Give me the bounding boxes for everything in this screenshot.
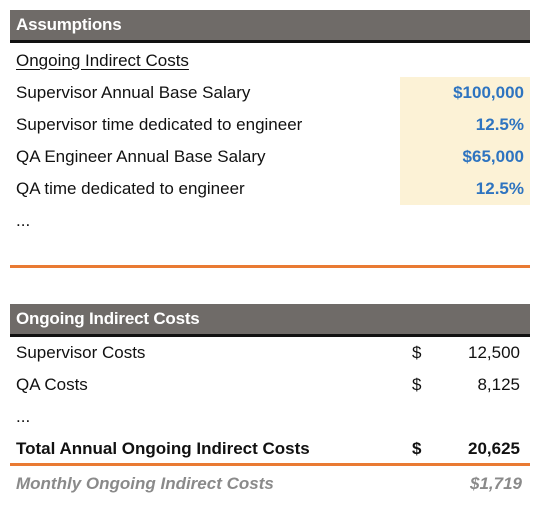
assumption-label: Supervisor time dedicated to engineer — [16, 115, 303, 134]
qa-cost-value[interactable]: 8,125 — [477, 375, 520, 394]
supervisor-salary-input[interactable]: $100,000 — [400, 77, 530, 109]
qa-salary-input[interactable]: $65,000 — [400, 141, 530, 173]
cost-label: QA Costs — [16, 375, 88, 394]
assumptions-ellipsis: ... — [16, 211, 31, 230]
assumptions-subheading-row — [10, 45, 530, 77]
assumption-row-supervisor-salary — [10, 77, 530, 109]
assumption-row-supervisor-time — [10, 109, 530, 141]
assumption-label: Supervisor Annual Base Salary — [16, 83, 251, 102]
assumptions-subheading: Ongoing Indirect Costs — [16, 51, 189, 70]
assumption-row-qa-salary — [10, 141, 530, 173]
assumption-label: QA time dedicated to engineer — [16, 179, 245, 198]
total-cost-value[interactable]: 20,625 — [468, 439, 520, 458]
assumption-label: QA Engineer Annual Base Salary — [16, 147, 266, 166]
qa-time-input[interactable]: 12.5% — [400, 173, 530, 205]
total-row — [10, 433, 530, 465]
costs-ellipsis-row — [10, 401, 530, 433]
assumption-row-qa-time — [10, 173, 530, 205]
supervisor-cost-value[interactable]: 12,500 — [468, 343, 520, 362]
assumptions-header: Assumptions — [10, 10, 530, 40]
monthly-row — [10, 468, 530, 500]
assumptions-ellipsis-row — [10, 205, 530, 237]
cost-label: Supervisor Costs — [16, 343, 146, 362]
cost-row-supervisor — [10, 337, 530, 369]
currency-symbol: $ — [412, 375, 422, 394]
costs-header: Ongoing Indirect Costs — [10, 304, 530, 334]
costs-ellipsis: ... — [16, 407, 31, 426]
section-divider — [10, 265, 530, 268]
currency-symbol: $ — [412, 343, 422, 362]
monthly-cost-value[interactable]: $1,719 — [470, 474, 522, 493]
total-label: Total Annual Ongoing Indirect Costs — [16, 439, 310, 458]
currency-symbol: $ — [412, 439, 422, 458]
total-divider — [10, 463, 530, 466]
monthly-label: Monthly Ongoing Indirect Costs — [16, 474, 274, 493]
cost-row-qa — [10, 369, 530, 401]
supervisor-time-input[interactable]: 12.5% — [400, 109, 530, 141]
